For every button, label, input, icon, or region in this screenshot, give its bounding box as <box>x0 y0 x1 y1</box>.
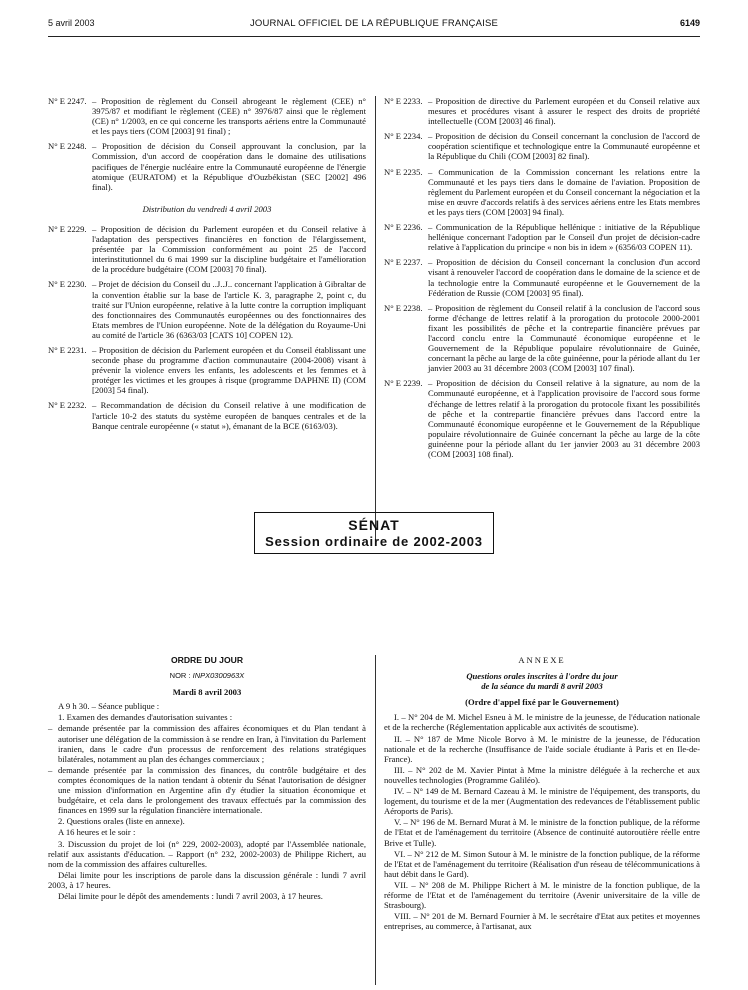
entry-number: N° E 2237. <box>384 257 423 268</box>
questions-title-line1: Questions orales inscrites à l'ordre du jour <box>466 671 618 682</box>
question-item: IV. – N° 149 de M. Bernard Cazeau à M. le ministre de l'équipement, des transports, du logement, du tourisme et de la mer (Augmentation des redevances de l'établissement public Aéroports de Paris). <box>384 786 700 817</box>
document-entry <box>384 257 700 297</box>
entry-number: N° E 2248. <box>48 141 87 152</box>
page-number: 6149 <box>679 18 700 28</box>
document-entry <box>384 131 700 161</box>
entry-text: – Communication de la Commission concernant les relations entre la Communauté et les pays tiers dans le domaine de l'aviation. Proposition de règlement du Parlement européen et du Conseil concernant la négociation et la mise en œuvre d'accords relatifs à des services aériens entre les Etats membres et les pays tiers (COM [2003] 94 final). <box>428 166 700 217</box>
entry-text: – Communication de la République hellénique : initiative de la République hellénique concernant l'adoption par le Conseil d'un projet de décision-cadre relative à l'application du principe « non bis in idem » (6356/03 COPEN 11). <box>428 222 700 253</box>
entry-text: – Proposition de règlement du Conseil abrogeant le règlement (CEE) n° 3975/87 et modifiant le règlement (CEE) n° 3976/87 ainsi que le règlement (CE) n° 1/2003, en ce qui concerne les transports aériens entre la Communauté et les pays tiers (COM [2003] 91 final) ; <box>92 96 366 137</box>
annexe <box>384 655 700 932</box>
entry-text: – Proposition de décision du Conseil approuvant la conclusion, par la Commission, d'un accord de coopération dans le domaine des utilisations pacifiques de l'énergie nucléaire entre la Communauté européenne de l'énergie atomique (EURATOM) et la République d'Ouzbékistan (SEC [2002] 496 final). <box>92 141 366 192</box>
entry-number: N° E 2232. <box>48 400 87 411</box>
column-divider-bottom <box>375 655 376 985</box>
entry-text: – Proposition de directive du Parlement européen et du Conseil relative aux mesures et procédures visant à assurer le respect des droits de propriété intellectuelle (COM [2003] 46 final). <box>428 96 700 127</box>
ordre-title: ORDRE DU JOUR <box>170 655 244 665</box>
document-entry <box>384 378 700 459</box>
annexe-title: ANNEXE <box>518 655 566 665</box>
document-entry <box>48 400 366 430</box>
entry-number: N° E 2238. <box>384 302 423 313</box>
document-entry <box>384 303 700 374</box>
entry-number: N° E 2234. <box>384 131 423 142</box>
entry-text: – Proposition de décision du Conseil concernant la conclusion de l'accord de coopération scientifique et technologique entre la Communauté européenne et la République du Chili (COM [2003] 82 final). <box>428 131 700 162</box>
senat-title: SÉNAT <box>348 517 400 533</box>
ordre-list-text: demande présentée par la commission des affaires économiques et du Plan tendant à autoriser une délégation de la commission à se rendre en Iran, à l'invitation du Parlement iranien, dans le cadre d'un processus de renforcement des relations stratégiques bilatérales, notamment au plan des échanges commerciaux ; <box>58 723 366 764</box>
ordre-paragraph: Délai limite pour le dépôt des amendements : lundi 7 avril 2003, à 17 heures. <box>58 890 323 901</box>
question-item: VI. – N° 212 de M. Simon Sutour à M. le ministre de la fonction publique, de la réforme de l'Etat et de l'aménagement du territoire (Réalisation d'un réseau de télécommunications à haut débit dans le Gard). <box>384 848 700 879</box>
ordre-paragraph: Délai limite pour les inscriptions de parole dans la discussion générale : lundi 7 avril 2003, à 17 heures. <box>48 869 366 890</box>
question-item: VIII. – N° 201 de M. Bernard Fournier à M. le secrétaire d'Etat aux petites et moyennes entreprises, au commerce, à l'artisanat, aux <box>384 911 700 932</box>
entry-text: – Proposition de règlement du Conseil relatif à la conclusion de l'accord sous forme d'échange de lettres relatif à la prorogation du protocole 2000-2001 fixant les possibilités de pêche et la contrepartie financière prévues par l'accord conclu entre la Communauté économique européenne et le Gouvernement de la République populaire révolutionnaire de Guinée, concernant la pêche au large de la côte guinéenne, pour la période allant du 1er janvier 2003 au 31 décembre 2003 (COM [2003] 107 final). <box>428 302 700 374</box>
questions-title-line2: de la séance du mardi 8 avril 2003 <box>481 681 603 692</box>
question-item: II. – N° 187 de Mme Nicole Borvo à M. le ministre de la jeunesse, de l'éducation nationale et de la recherche (Insuffisance de l'aide sociale étudiante à Paris et en Ile-de-France). <box>384 733 700 764</box>
senat-session: Session ordinaire de 2002-2003 <box>265 534 483 549</box>
header-date: 5 avril 2003 <box>48 18 95 28</box>
ordre-date: Mardi 8 avril 2003 <box>172 687 242 698</box>
question-item: III. – N° 202 de M. Xavier Pintat à Mme la ministre déléguée à la recherche et aux nouvelles technologies (Programme Galiléo). <box>384 764 700 785</box>
entry-text: – Recommandation de décision du Conseil relative à une modification de l'article 10-2 des statuts du système européen de banques centrales et de la Banque centrale européenne (« statut »), émanant de la BCE (6163/03). <box>92 400 366 431</box>
document-entry <box>48 141 366 191</box>
entry-number: N° E 2230. <box>48 279 87 290</box>
ordre-list-item: – demande présentée par la commission des affaires économiques et du Plan tendant à autoriser une délégation de la commission à se rendre en Iran, à l'invitation du Parlement iranien, dans le cadre d'un processus de renforcement des relations stratégiques bilatérales, notamment au plan des échanges commerciaux ; <box>48 723 366 764</box>
senat-box <box>254 512 494 554</box>
entry-text: – Proposition de décision du Parlement européen et du Conseil relative à l'adaptation des perspectives financières en fonction de l'élargissement, présentée par la Commission conformément au point 25 de l'accord interinstitutionnel du 6 mai 1999 sur la discipline budgétaire et l'amélioration de la procédure budgétaire (COM [2003] 70 final). <box>92 223 366 275</box>
entry-text: – Proposition de décision du Conseil concernant la conclusion d'un accord visant à renouveler l'accord de coopération dans le domaine de la science et de la technologie entre la Communauté européenne et le Gouvernement de la Fédération de Russie (COM [2003] 95 final). <box>428 257 700 298</box>
entry-number: N° E 2235. <box>384 166 423 177</box>
ordre-paragraph: 3. Discussion du projet de loi (n° 229, 2002-2003), adopté par l'Assemblée nationale, relatif aux assistants d'éducation. – Rapport (n° 232, 2002-2003) de Philippe Richert, au nom de la commission des affaires culturelles. <box>48 838 366 869</box>
nor-label: NOR : <box>169 671 191 681</box>
entry-number: N° E 2247. <box>48 96 87 106</box>
entry-text: – Projet de décision du Conseil du ..J..J.. concernant l'application à Gibraltar de la convention établie sur la base de l'article K. 3, paragraphe 2, point c, du traité sur l'Union européenne, relative à la lutte contre la corruption impliquant des fonctionnaires des Communautés européennes ou des fonctionnaires des Etats membres de l'Union européenne. Note de la délégation du Royaume-Uni au comité de l'article 36 (6363/03 [CATS 10] COPEN 12). <box>92 279 366 340</box>
journal-title: JOURNAL OFFICIEL DE LA RÉPUBLIQUE FRANÇAISE <box>249 18 499 29</box>
ordre-list-item: – demande présentée par la commission des finances, du contrôle budgétaire et des comptes économiques de la nation tendant à obtenir du Sénat l'autorisation de désigner une mission d'information en Argentine afin d'y étudier la situation économique et budgétaire, et cela dans le prolongement des travaux effectués par la commission des finances en 1999 sur la régulation financière internationale. <box>48 764 366 816</box>
document-entry <box>48 279 366 340</box>
entry-text: – Proposition de décision du Conseil relative à la signature, au nom de la Communauté européenne, et à l'application provisoire de l'accord sous forme d'échange de lettres relatif à la prorogation du protocole fixant les possibilités de pêche et la contrepartie financière prévues dans l'accord entre la Communauté économique européenne et le Gouvernement de la République populaire révolutionnaire de Guinée concernant la pêche au large de la côte guinéenne pour la période allant du 1er janvier 2003 au 31 décembre 2003 (COM [2003] 108 final). <box>428 378 700 459</box>
document-entry <box>48 96 366 136</box>
entry-number: N° E 2239. <box>384 378 423 389</box>
entry-number: N° E 2231. <box>48 344 87 355</box>
question-item: I. – N° 204 de M. Michel Esneu à M. le ministre de la jeunesse, de l'éducation nationale et de la recherche (Réglementation applicable aux activités de scoutisme). <box>384 712 700 733</box>
document-entry <box>384 96 700 126</box>
document-entry <box>384 167 700 217</box>
right-column-top <box>384 96 700 464</box>
entry-number: N° E 2233. <box>384 96 423 106</box>
distribution-heading: Distribution du vendredi 4 avril 2003 <box>142 203 272 214</box>
ordre-list-text: demande présentée par la commission des finances, du contrôle budgétaire et des comptes économiques de la nation tendant à obtenir du Sénat l'autorisation de désigner une mission d'information en Argentine afin d'y étudier la situation économique et budgétaire, et cela dans le prolongement des travaux effectués par la commission des finances en 1999 sur la régulation financière internationale. <box>58 764 366 816</box>
document-entry <box>48 345 366 395</box>
document-entry <box>48 224 366 274</box>
ordre-du-jour <box>48 655 366 902</box>
entry-text: – Proposition de décision du Parlement européen et du Conseil établissant une seconde phase du programme d'action communautaire (2004-2008) visant à prévenir la violence envers les enfants, les adolescents et les femmes et à protéger les victimes et les groupes à risque (programme DAPHNE II) (COM [2003] 54 final). <box>92 344 366 396</box>
header-rule <box>48 36 700 37</box>
ordre-appel: (Ordre d'appel fixé par le Gouvernement) <box>465 697 619 708</box>
ordre-paragraph: 1. Examen des demandes d'autorisation suivantes : <box>58 712 233 723</box>
nor-value: INPX0300963X <box>192 671 245 681</box>
left-column-top <box>48 96 366 436</box>
page-header <box>48 18 700 34</box>
question-item: VII. – N° 208 de M. Philippe Richert à M. le ministre de la fonction publique, de la réforme de l'Etat et de l'aménagement du territoire (Avenir universitaire de la ville de Strasbourg). <box>384 879 700 911</box>
nor-reference <box>48 671 366 681</box>
entry-number: N° E 2236. <box>384 222 423 233</box>
question-item: V. – N° 196 de M. Bernard Murat à M. le ministre de la fonction publique, de la réforme de l'Etat et de l'aménagement du territoire (Absence de continuité autoroutière réelle entre Brive et Tulle). <box>384 817 700 848</box>
document-entry <box>384 222 700 252</box>
questions-title <box>384 671 700 691</box>
column-divider <box>375 96 376 542</box>
entry-number: N° E 2229. <box>48 223 87 234</box>
ordre-paragraph: 2. Questions orales (liste en annexe). <box>58 816 185 827</box>
ordre-paragraph: A 9 h 30. – Séance publique : <box>58 701 160 712</box>
ordre-paragraph: A 16 heures et le soir : <box>58 827 136 838</box>
